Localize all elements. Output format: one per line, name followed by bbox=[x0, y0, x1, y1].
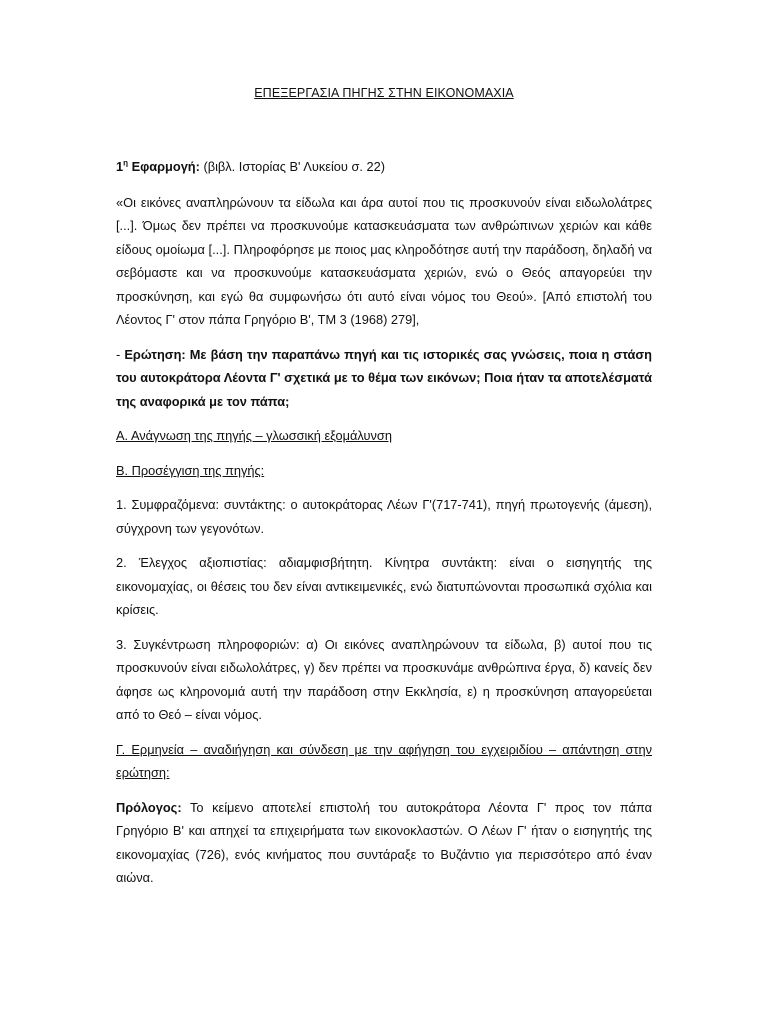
question-paragraph: - Ερώτηση: Με βάση την παραπάνω πηγή και τις ιστορικές σας γνώσεις, ποια η στάση του αυτοκράτορα Λέοντα Γ' σχετικά με το θέμα των εικόνων; Ποια ήταν τα αποτελέσματά της αναφορικά με τον πάπα; bbox=[116, 346, 652, 409]
question-label: Ερώτηση: bbox=[124, 346, 186, 362]
page-title: ΕΠΕΞΕΡΓΑΣΙΑ ΠΗΓΗΣ ΣΤΗΝ ΕΙΚΟΝΟΜΑΧΙΑ bbox=[254, 86, 514, 100]
prologue-label: Πρόλογος: bbox=[116, 799, 182, 815]
document-body bbox=[116, 155, 652, 901]
source-quote: «Οι εικόνες αναπληρώνουν τα είδωλα και άρα αυτοί που τις προσκυνούν είναι ειδωλολάτρες [...]. Όμως δεν πρέπει να προσκυνούμε κατασκευάσματα των ανθρώπινων χεριών και κάθε είδους ομοίωμα [...]. Πληροφόρησε με ποιος μας κληροδότησε αυτή την παράδοση, δηλαδή να σεβόμαστε και να προσκυνούμε κατασκευάσματα χεριών, ενώ ο Θεός απαγορεύει την προσκύνηση, και εγώ θα συμφωνήσω ότι αυτό είναι νόμος του Θεού». [Από επιστολή του Λέοντος Γ' στον πάπα Γρηγόριο Β', ΤΜ 3 (1968) 279], bbox=[116, 194, 652, 327]
section-a-heading: Α. Ανάγνωση της πηγής – γλωσσική εξομάλυνση bbox=[116, 428, 392, 443]
application-source: (βιβλ. Ιστορίας Β' Λυκείου σ. 22) bbox=[199, 159, 385, 174]
application-heading bbox=[116, 155, 652, 179]
point-1: 1. Συμφραζόμενα: συντάκτης: ο αυτοκράτορας Λέων Γ'(717-741), πηγή πρωτογενής (άμεση), σύγχρονη των γεγονότων. bbox=[116, 497, 652, 536]
question-text: Με βάση την παραπάνω πηγή και τις ιστορικές σας γνώσεις, ποια η στάση του αυτοκράτορα Λέοντα Γ' σχετικά με το θέμα των εικόνων; Ποια ήταν τα αποτελέσματά της αναφορικά με τον πάπα; bbox=[116, 346, 652, 409]
section-b-heading: Β. Προσέγγιση της πηγής: bbox=[116, 462, 265, 478]
point-3: 3. Συγκέντρωση πληροφοριών: α) Οι εικόνες αναπληρώνουν τα είδωλα, β) αυτοί που τις προσκυνούν είναι ειδωλολάτρες, γ) δεν πρέπει να προσκυνάμε ανθρώπινα έργα, δ) κανείς δεν άφησε ως κληρονομιά αυτή την παράδοση στην Εκκλησία, ε) η προσκύνηση απαγορεύεται από το Θεό – είναι νόμος. bbox=[116, 636, 652, 722]
prologue-text: Το κείμενο αποτελεί επιστολή του αυτοκράτορα Λέοντα Γ' προς τον πάπα Γρηγόριο Β' και απηχεί τα επιχειρήματα των εικονοκλαστών. Ο Λέων Γ' ήταν ο εισηγητής της εικονομαχίας (726), ενός κινήματος που συντάραξε το Βυζάντιο για περισσότερο από έναν αιώνα. bbox=[116, 799, 652, 885]
prologue-paragraph bbox=[116, 796, 652, 890]
section-c-heading: Γ. Ερμηνεία – αναδιήγηση και σύνδεση με την αφήγηση του εγχειριδίου – απάντηση στην ερώτηση: bbox=[116, 741, 652, 780]
point-2: 2. Έλεγχος αξιοπιστίας: αδιαμφισβήτητη. Κίνητρα συντάκτη: είναι ο εισηγητής της εικονομαχίας, οι θέσεις του δεν είναι αντικειμενικές, ενώ διατυπώνονται προσωπικά σχόλια και κρίσεις. bbox=[116, 555, 652, 617]
application-number: $1^\eta$ Εφαρμογή: bbox=[116, 158, 200, 174]
